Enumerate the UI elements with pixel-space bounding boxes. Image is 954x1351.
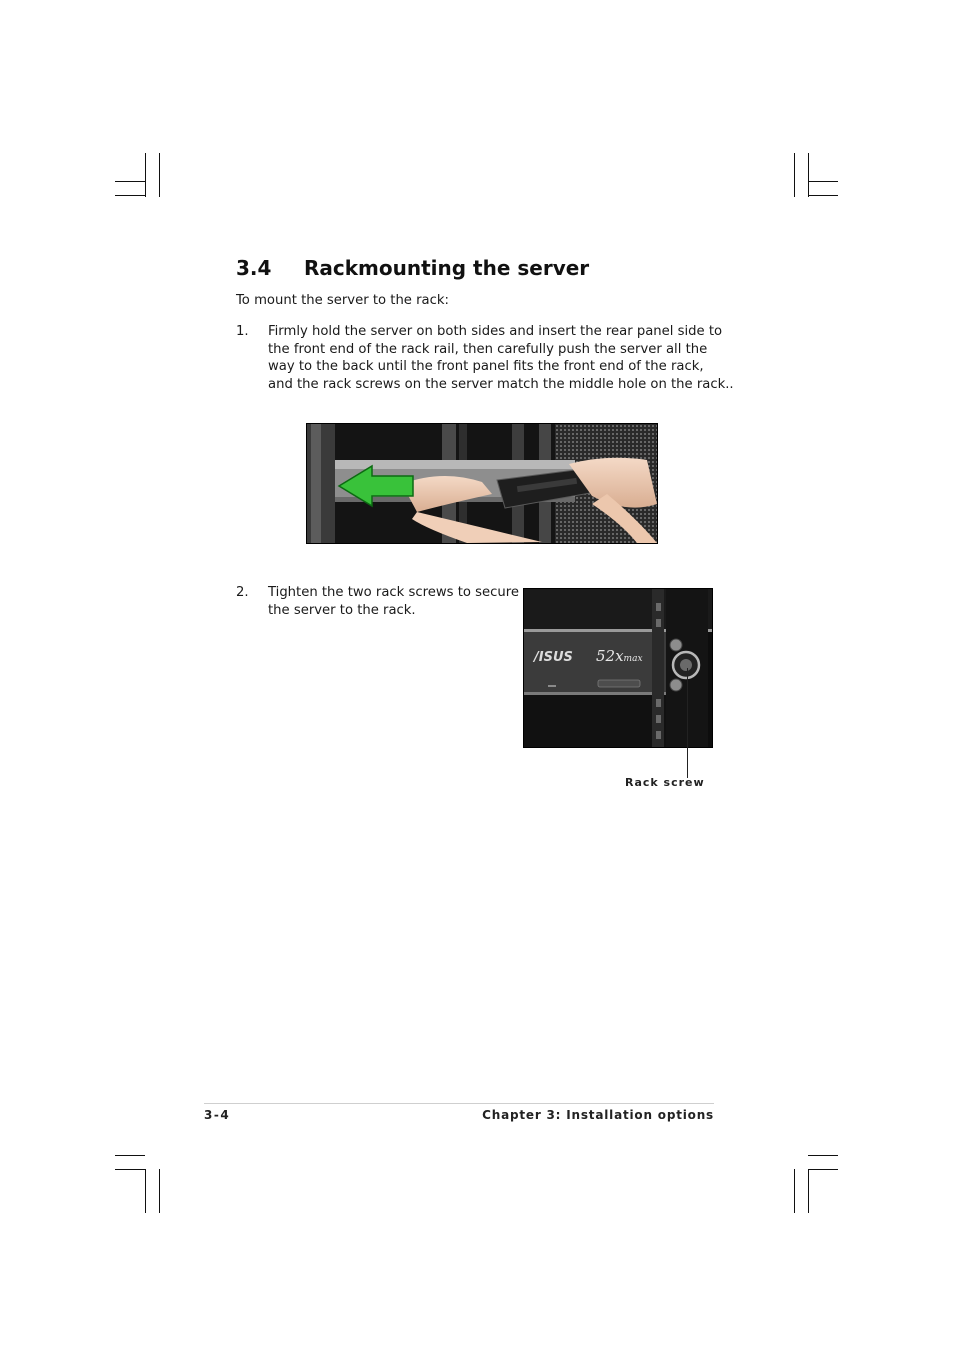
crop-mark-tr-v2: [808, 153, 809, 197]
crop-mark-bl-h: [115, 1155, 145, 1156]
step-number: 1.: [236, 324, 249, 339]
page-number: 3-4: [204, 1108, 231, 1122]
rack-screw-label: Rack screw: [625, 776, 705, 789]
crop-mark-tr-v: [794, 153, 795, 197]
rack-insert-illustration: [307, 424, 657, 543]
crop-mark-bl-v2: [159, 1169, 160, 1213]
step-text: [268, 323, 734, 393]
intro-text: To mount the server to the rack:: [236, 293, 449, 308]
rack-insert-photo: [306, 423, 658, 544]
crop-mark-tr-h2: [808, 195, 838, 196]
crop-mark-br-h: [808, 1155, 838, 1156]
section-number: 3.4: [236, 256, 272, 280]
crop-mark-tl-v: [145, 153, 146, 197]
crop-mark-tl-h: [115, 181, 145, 182]
section-title: Rackmounting the server: [304, 256, 590, 280]
footer-rule: [204, 1103, 714, 1104]
crop-mark-br-v2: [808, 1169, 809, 1213]
step-line: way to the back until the front panel fits the front end of the rack,: [268, 359, 704, 374]
crop-mark-tr-h: [808, 181, 838, 182]
step-number: 2.: [236, 585, 249, 600]
chapter-title: Chapter 3: Installation options: [482, 1108, 714, 1122]
step-line: the front end of the rack rail, then carefully push the server all the: [268, 341, 708, 357]
step-line: the server to the rack.: [268, 602, 416, 618]
step-line: Firmly hold the server on both sides and insert the rear panel side to: [268, 324, 723, 339]
step-line: and the rack screws on the server match the middle hole on the rack..: [268, 376, 734, 392]
drive-speed: 52xmax: [596, 647, 643, 665]
crop-mark-br-v: [794, 1169, 795, 1213]
crop-mark-bl-h2: [115, 1169, 145, 1170]
crop-mark-bl-v: [145, 1169, 146, 1213]
step-2: [236, 584, 521, 624]
step-line: Tighten the two rack screws to secure: [268, 585, 519, 600]
crop-mark-br-h2: [808, 1169, 838, 1170]
step-text: [268, 584, 519, 619]
brand-logo: /ISUS: [534, 650, 573, 665]
section-heading: [236, 256, 589, 280]
callout-line: [687, 668, 688, 778]
crop-mark-tl-h2: [115, 195, 145, 196]
rack-screw-illustration: [524, 589, 712, 747]
step-1: [236, 323, 736, 395]
crop-mark-tl-v2: [159, 153, 160, 197]
rack-screw-photo: [523, 588, 713, 748]
